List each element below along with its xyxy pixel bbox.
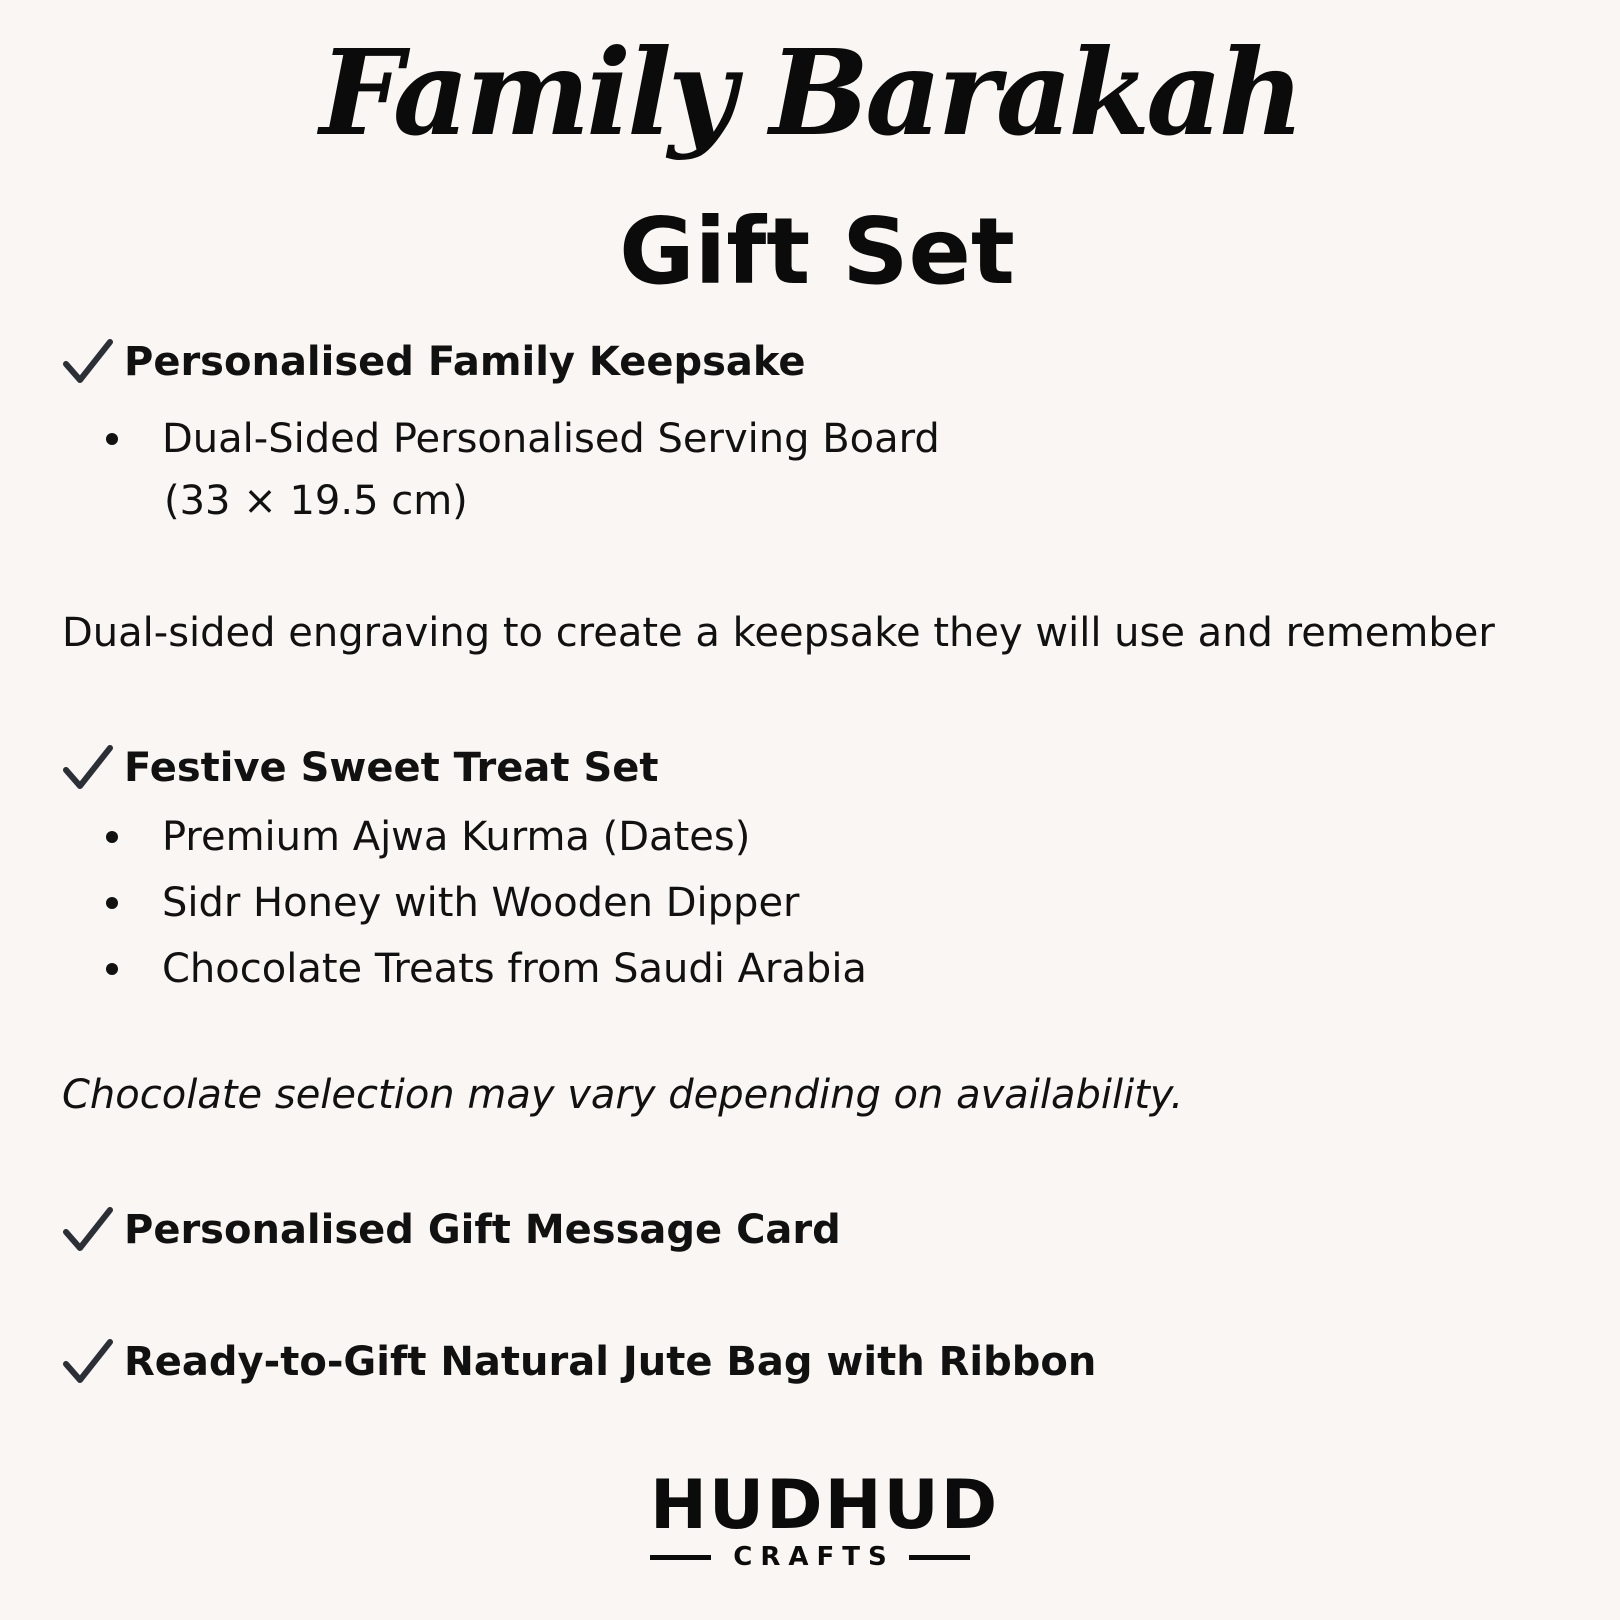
logo-subline <box>650 1542 970 1572</box>
bullet-icon <box>106 831 118 843</box>
list-item-continuation: (33 × 19.5 cm) <box>164 478 468 524</box>
section-heading-text: Ready-to-Gift Natural Jute Bag with Ribbon <box>124 1339 1097 1385</box>
sweets-list <box>96 804 867 1002</box>
list-item <box>96 804 867 870</box>
section-heading-bag <box>62 1334 1096 1390</box>
list-item-text: Premium Ajwa Kurma (Dates) <box>162 814 751 860</box>
keepsake-list <box>96 406 940 472</box>
checkmark-icon <box>62 1204 114 1256</box>
bullet-icon <box>106 433 118 445</box>
list-item-text: Sidr Honey with Wooden Dipper <box>162 880 800 926</box>
list-item <box>96 406 940 472</box>
list-item-text: Dual-Sided Personalised Serving Board <box>162 416 940 462</box>
section-heading-keepsake <box>62 334 806 390</box>
logo-subtext: CRAFTS <box>733 1542 895 1572</box>
logo-rule-left <box>650 1555 711 1560</box>
checkmark-icon <box>62 742 114 794</box>
section-heading-text: Festive Sweet Treat Set <box>124 745 659 791</box>
section-heading-text: Personalised Family Keepsake <box>124 339 806 385</box>
checkmark-icon <box>62 1336 114 1388</box>
list-item-text: Chocolate Treats from Saudi Arabia <box>162 946 867 992</box>
section-heading-card <box>62 1202 841 1258</box>
title-subtitle: Gift Set <box>619 198 1015 305</box>
checkmark-icon <box>62 336 114 388</box>
section-heading-sweets <box>62 740 659 796</box>
title-script: Family Barakah <box>319 23 1301 162</box>
section-heading-text: Personalised Gift Message Card <box>124 1207 841 1253</box>
sweets-note: Chocolate selection may vary depending on availability. <box>62 1072 1184 1118</box>
keepsake-note: Dual-sided engraving to create a keepsake they will use and remember <box>62 610 1495 656</box>
bullet-icon <box>106 897 118 909</box>
list-item <box>96 936 867 1002</box>
brand-logo <box>650 1466 1000 1572</box>
logo-wordmark: HUDHUD <box>650 1466 1000 1545</box>
bullet-icon <box>106 963 118 975</box>
list-item <box>96 870 867 936</box>
logo-rule-right <box>909 1555 970 1560</box>
